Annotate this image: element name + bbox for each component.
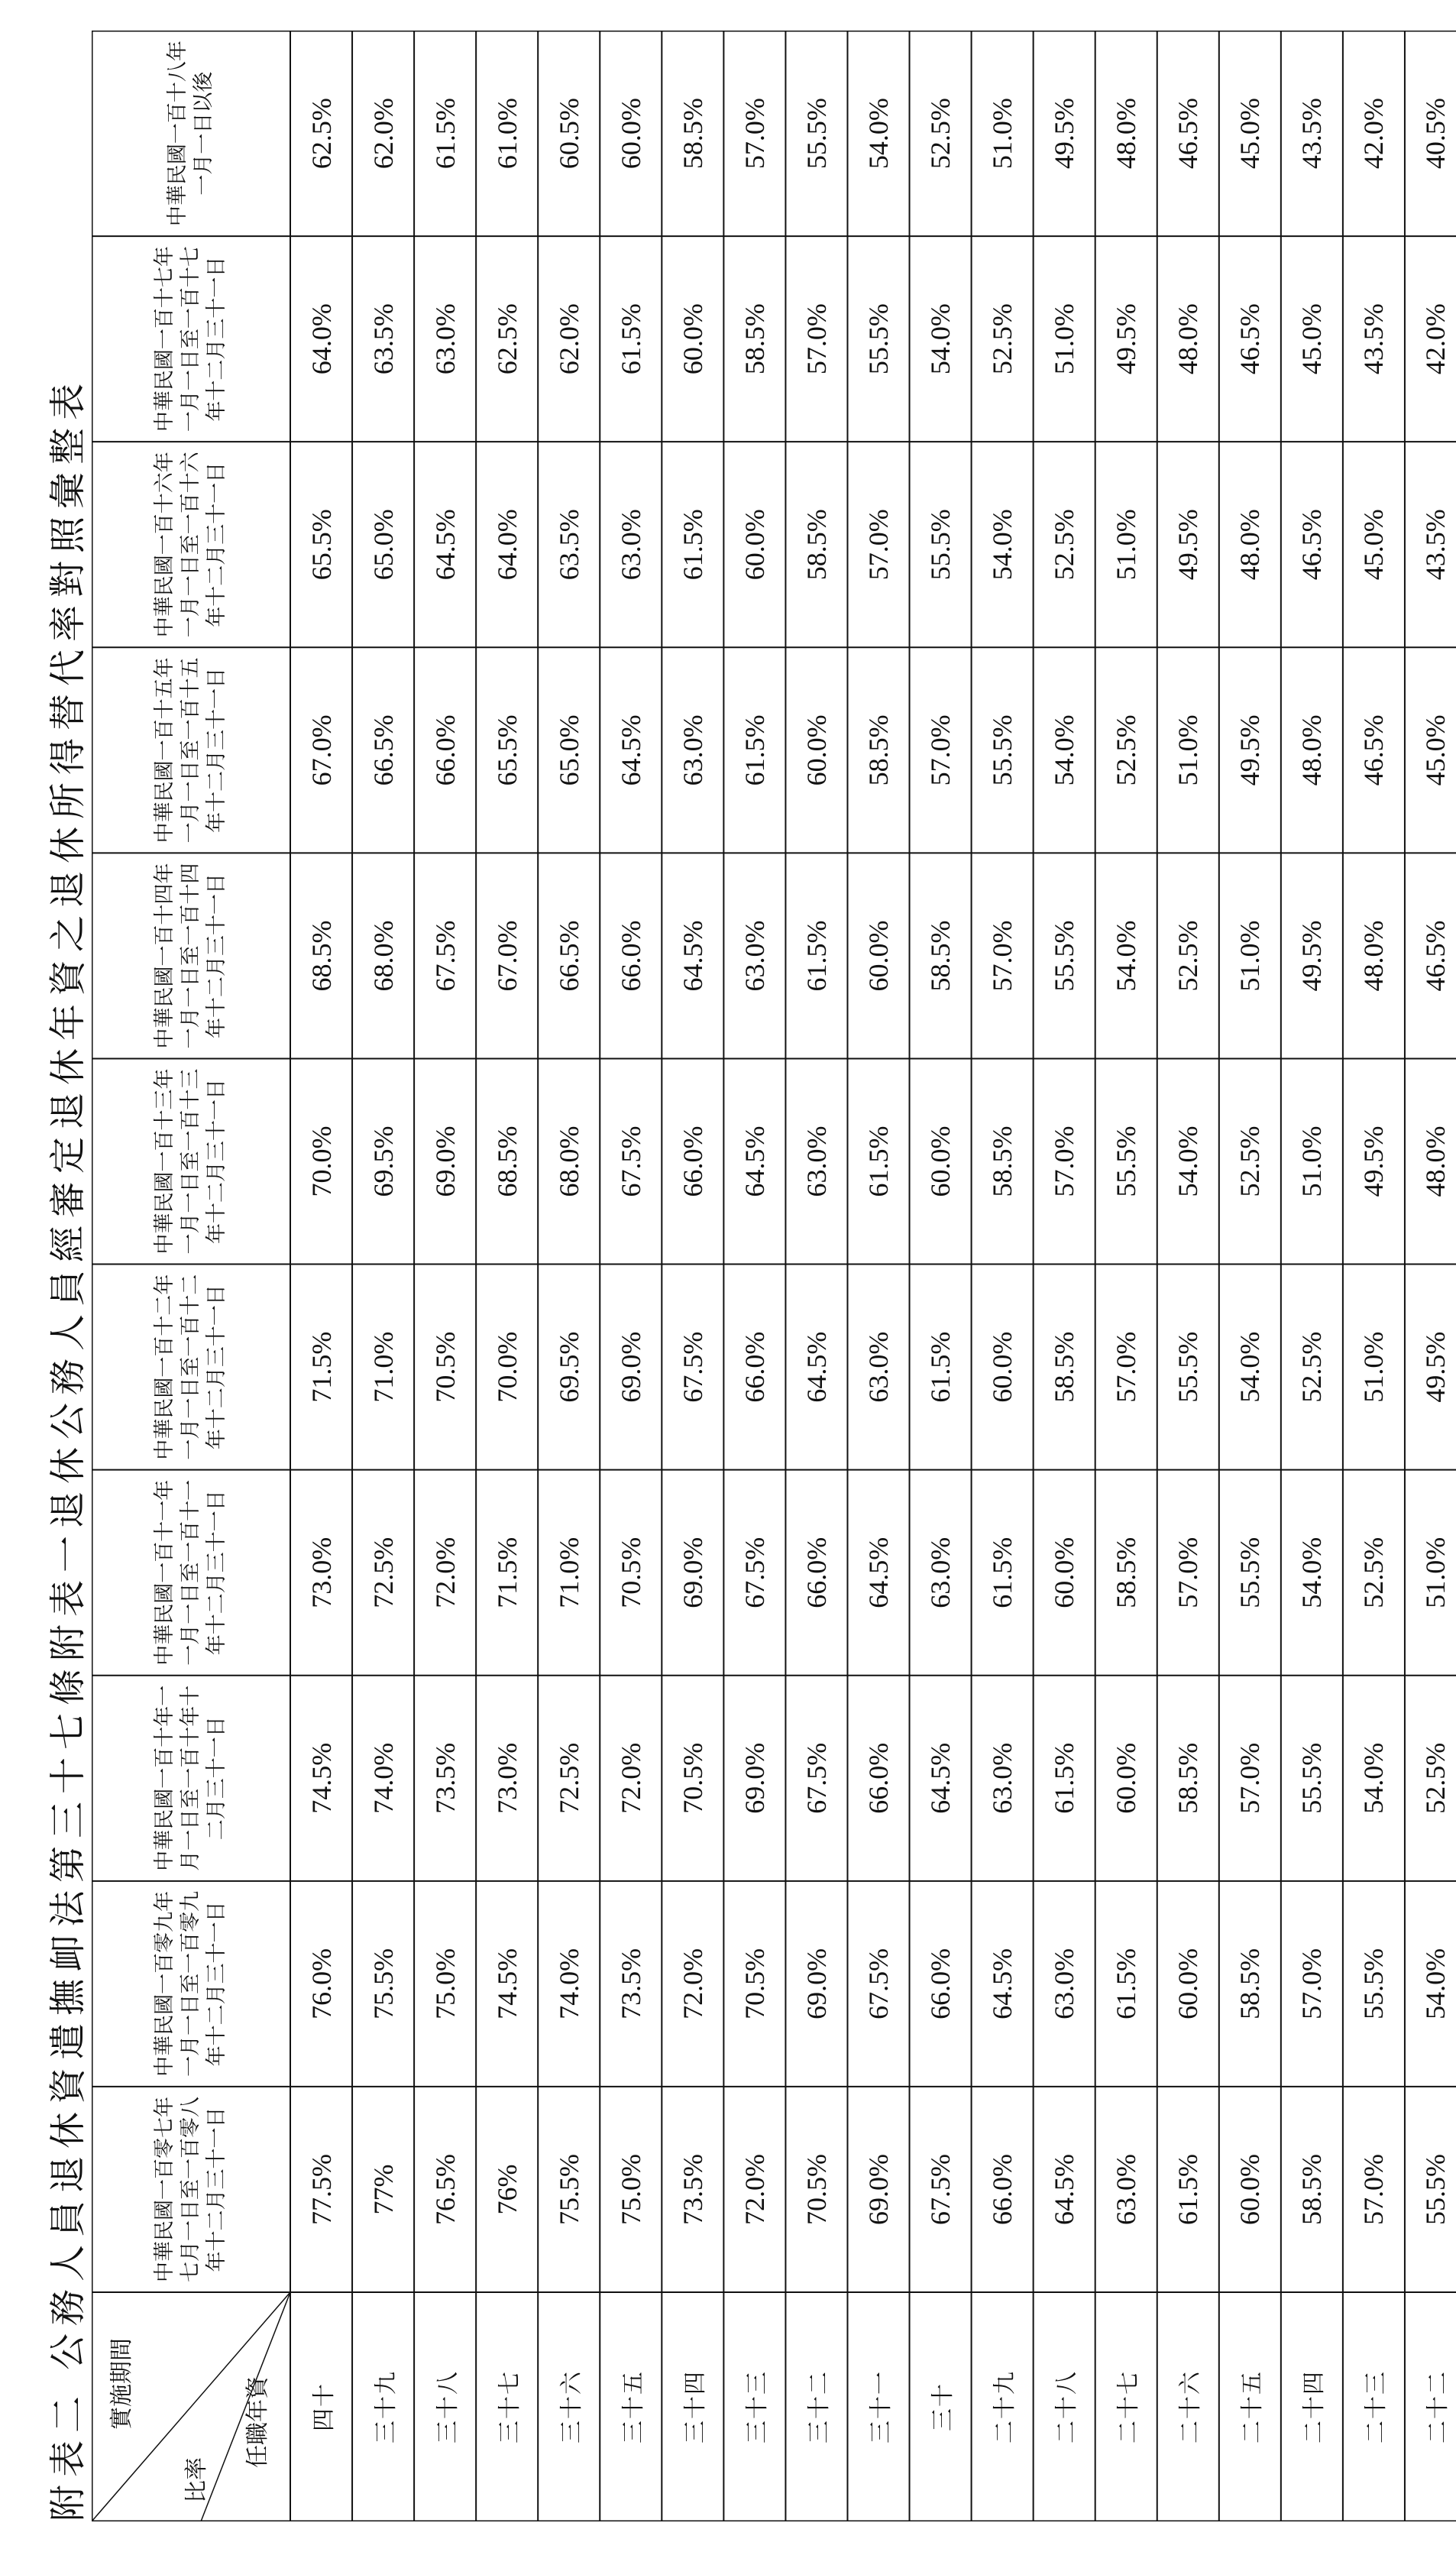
- rate-cell: 43.5%: [1420, 509, 1451, 581]
- rate-cell: 60.0%: [1234, 2153, 1266, 2225]
- rate-cell: 64.0%: [491, 509, 523, 581]
- rate-cell: 46.5%: [1173, 98, 1204, 170]
- rate-cell: 61.5%: [615, 303, 646, 375]
- rate-cell: 66.5%: [553, 920, 584, 992]
- rate-cell: 58.5%: [739, 303, 770, 375]
- rate-cell: 57.0%: [1234, 1742, 1266, 1814]
- rate-cell: 46.5%: [1234, 303, 1266, 375]
- rate-cell: 49.5%: [1296, 920, 1328, 992]
- rate-cell: 48.0%: [1420, 1125, 1451, 1197]
- rate-cell: 57.0%: [739, 98, 770, 170]
- rate-cell: 70.5%: [615, 1537, 646, 1608]
- rate-cell: 62.0%: [367, 98, 399, 170]
- rate-cell: 63.0%: [677, 714, 708, 786]
- rate-cell: 65.0%: [367, 509, 399, 581]
- rate-cell: 67.5%: [925, 2153, 956, 2225]
- rate-cell: 57.0%: [1173, 1537, 1204, 1608]
- rate-cell: 51.0%: [1234, 920, 1266, 992]
- rate-cell: 75.5%: [553, 2153, 584, 2225]
- rate-cell: 73.0%: [306, 1537, 337, 1608]
- rate-cell: 52.5%: [1049, 509, 1080, 581]
- rate-cell: 67.5%: [801, 1742, 832, 1814]
- rate-cell: 46.5%: [1358, 714, 1390, 786]
- service-years-label: 三十六: [558, 2370, 585, 2444]
- rate-cell: 55.5%: [925, 509, 956, 581]
- rate-cell: 55.5%: [1420, 2153, 1451, 2225]
- rate-cell: 61.5%: [1049, 1742, 1080, 1814]
- rate-cell: 42.0%: [1420, 303, 1451, 375]
- rate-cell: 63.5%: [367, 303, 399, 375]
- rate-cell: 57.0%: [925, 714, 956, 786]
- service-years-label: 二十六: [1177, 2370, 1205, 2444]
- rate-cell: 64.5%: [801, 1331, 832, 1403]
- rate-cell: 45.0%: [1358, 509, 1390, 581]
- service-years-label: 四十: [310, 2382, 338, 2431]
- rate-cell: 52.5%: [925, 98, 956, 170]
- rate-cell: 43.5%: [1358, 303, 1390, 375]
- rate-cell: 67.5%: [862, 1948, 894, 2019]
- corner-label-rate: 比率: [183, 2457, 210, 2503]
- rate-cell: 52.5%: [1420, 1742, 1451, 1814]
- rate-cell: 55.5%: [1358, 1948, 1390, 2019]
- rate-cell: 49.5%: [1049, 98, 1080, 170]
- period-header: 中華民國一百十五年一月一日至一百十五年十二月三十一日: [153, 657, 228, 844]
- rate-cell: 67.0%: [491, 920, 523, 992]
- rate-cell: 58.5%: [1049, 1331, 1080, 1403]
- rate-cell: 67.0%: [306, 714, 337, 786]
- corner-label-period: 實施期間: [108, 2338, 135, 2430]
- rate-cell: 51.0%: [1358, 1331, 1390, 1403]
- rate-cell: 77.5%: [306, 2153, 337, 2225]
- rate-cell: 49.5%: [1234, 714, 1266, 786]
- rate-cell: 65.5%: [491, 714, 523, 786]
- rate-cell: 46.5%: [1420, 920, 1451, 992]
- rate-cell: 73.0%: [491, 1742, 523, 1814]
- rate-cell: 54.0%: [925, 303, 956, 375]
- service-years-label: 二十二: [1425, 2370, 1452, 2444]
- rate-cell: 55.5%: [801, 98, 832, 170]
- rate-cell: 61.5%: [925, 1331, 956, 1403]
- rate-cell: 54.0%: [1358, 1742, 1390, 1814]
- rate-cell: 58.5%: [1173, 1742, 1204, 1814]
- rate-cell: 49.5%: [1358, 1125, 1390, 1197]
- period-header: 中華民國一百零七年七月一日至一百零八年十二月三十一日: [153, 2096, 228, 2282]
- rate-cell: 51.0%: [1049, 303, 1080, 375]
- rate-cell: 49.5%: [1173, 509, 1204, 581]
- rate-cell: 68.5%: [306, 920, 337, 992]
- rate-cell: 64.5%: [1049, 2153, 1080, 2225]
- rate-cell: 75.0%: [615, 2153, 646, 2225]
- rate-cell: 52.5%: [987, 303, 1018, 375]
- rate-cell: 70.5%: [801, 2153, 832, 2225]
- rate-cell: 42.0%: [1358, 98, 1390, 170]
- rate-cell: 55.5%: [1234, 1537, 1266, 1608]
- rate-cell: 75.5%: [367, 1948, 399, 2019]
- period-header: 中華民國一百十七年一月一日至一百十七年十二月三十一日: [153, 246, 228, 432]
- rate-cell: 55.5%: [1049, 920, 1080, 992]
- rate-cell: 63.0%: [739, 920, 770, 992]
- rate-cell: 69.5%: [367, 1125, 399, 1197]
- rate-cell: 72.0%: [615, 1742, 646, 1814]
- period-header: 中華民國一百零九年一月一日至一百零九年十二月三十一日: [153, 1890, 228, 2077]
- rate-cell: 66.0%: [615, 920, 646, 992]
- rate-cell: 58.5%: [862, 714, 894, 786]
- period-header: 中華民國一百十一年一月一日至一百十一年十二月三十一日: [153, 1479, 228, 1666]
- rate-cell: 58.5%: [1296, 2153, 1328, 2225]
- rate-cell: 63.0%: [987, 1742, 1018, 1814]
- rate-cell: 66.0%: [862, 1742, 894, 1814]
- rate-cell: 57.0%: [1358, 2153, 1390, 2225]
- rate-cell: 65.5%: [306, 509, 337, 581]
- rate-cell: 73.5%: [615, 1948, 646, 2019]
- rate-cell: 71.0%: [367, 1331, 399, 1403]
- rate-cell: 71.0%: [553, 1537, 584, 1608]
- rate-cell: 76%: [491, 2164, 523, 2215]
- rate-cell: 62.5%: [306, 98, 337, 170]
- rate-cell: 61.5%: [1173, 2153, 1204, 2225]
- rate-cell: 55.5%: [1296, 1742, 1328, 1814]
- rate-cell: 73.5%: [677, 2153, 708, 2225]
- replacement-rate-table: [92, 31, 1456, 2521]
- rate-cell: 64.5%: [429, 509, 461, 581]
- rate-cell: 70.5%: [677, 1742, 708, 1814]
- service-years-label: 二十八: [1053, 2370, 1081, 2444]
- rate-cell: 72.5%: [367, 1537, 399, 1608]
- rate-cell: 69.0%: [615, 1331, 646, 1403]
- service-years-label: 二十三: [1363, 2370, 1390, 2444]
- rate-cell: 52.5%: [1296, 1331, 1328, 1403]
- service-years-label: 三十四: [681, 2370, 709, 2444]
- rate-cell: 63.0%: [1049, 1948, 1080, 2019]
- rate-cell: 62.5%: [491, 303, 523, 375]
- service-years-label: 三十八: [434, 2370, 461, 2444]
- rate-cell: 54.0%: [862, 98, 894, 170]
- rate-cell: 49.5%: [1111, 303, 1142, 375]
- rate-cell: 71.5%: [306, 1331, 337, 1403]
- rate-cell: 51.0%: [1111, 509, 1142, 581]
- rate-cell: 54.0%: [1111, 920, 1142, 992]
- rate-cell: 46.5%: [1296, 509, 1328, 581]
- rate-cell: 54.0%: [1296, 1537, 1328, 1608]
- rate-cell: 70.5%: [429, 1331, 461, 1403]
- rate-cell: 63.0%: [801, 1125, 832, 1197]
- rate-cell: 60.0%: [1173, 1948, 1204, 2019]
- rate-cell: 66.0%: [429, 714, 461, 786]
- rate-cell: 45.0%: [1420, 714, 1451, 786]
- rate-cell: 54.0%: [1420, 1948, 1451, 2019]
- rate-cell: 54.0%: [1049, 714, 1080, 786]
- rate-cell: 58.5%: [925, 920, 956, 992]
- service-years-label: 二十九: [992, 2370, 1019, 2444]
- rate-cell: 64.5%: [615, 714, 646, 786]
- rate-cell: 48.0%: [1234, 509, 1266, 581]
- rate-cell: 60.0%: [1111, 1742, 1142, 1814]
- rate-cell: 70.0%: [306, 1125, 337, 1197]
- rate-cell: 68.5%: [491, 1125, 523, 1197]
- rate-cell: 69.0%: [739, 1742, 770, 1814]
- rate-cell: 60.0%: [801, 714, 832, 786]
- rate-cell: 51.0%: [987, 98, 1018, 170]
- rate-cell: 51.0%: [1296, 1125, 1328, 1197]
- rate-cell: 45.0%: [1234, 98, 1266, 170]
- rate-cell: 63.0%: [429, 303, 461, 375]
- rate-cell: 52.5%: [1234, 1125, 1266, 1197]
- rate-cell: 49.5%: [1420, 1331, 1451, 1403]
- rate-cell: 61.0%: [491, 98, 523, 170]
- rate-cell: 68.0%: [367, 920, 399, 992]
- rate-cell: 64.5%: [677, 920, 708, 992]
- rate-cell: 58.5%: [801, 509, 832, 581]
- rate-cell: 48.0%: [1111, 98, 1142, 170]
- rate-cell: 62.0%: [553, 303, 584, 375]
- service-years-label: 二十七: [1115, 2370, 1143, 2444]
- rate-cell: 61.5%: [987, 1537, 1018, 1608]
- rate-cell: 51.0%: [1420, 1537, 1451, 1608]
- rate-cell: 67.5%: [429, 920, 461, 992]
- rate-cell: 60.5%: [553, 98, 584, 170]
- period-header: 中華民國一百十六年一月一日至一百十六年十二月三十一日: [153, 452, 228, 638]
- rate-cell: 63.0%: [615, 509, 646, 581]
- rate-cell: 64.5%: [987, 1948, 1018, 2019]
- service-years-label: 三十二: [805, 2370, 833, 2444]
- rate-cell: 57.0%: [987, 920, 1018, 992]
- rate-cell: 55.5%: [1173, 1331, 1204, 1403]
- rate-cell: 60.0%: [739, 509, 770, 581]
- rate-cell: 69.0%: [429, 1125, 461, 1197]
- rate-cell: 72.0%: [739, 2153, 770, 2225]
- rate-cell: 66.0%: [925, 1948, 956, 2019]
- rate-cell: 74.0%: [367, 1742, 399, 1814]
- rate-cell: 64.0%: [306, 303, 337, 375]
- rate-cell: 40.5%: [1420, 98, 1451, 170]
- rate-cell: 74.5%: [491, 1948, 523, 2019]
- rate-cell: 43.5%: [1296, 98, 1328, 170]
- rate-cell: 67.5%: [677, 1331, 708, 1403]
- rate-cell: 72.5%: [553, 1742, 584, 1814]
- rate-cell: 63.0%: [1111, 2153, 1142, 2225]
- rate-cell: 54.0%: [1234, 1331, 1266, 1403]
- rate-cell: 61.5%: [801, 920, 832, 992]
- rate-cell: 69.0%: [862, 2153, 894, 2225]
- rate-cell: 61.5%: [429, 98, 461, 170]
- rate-cell: 63.0%: [862, 1331, 894, 1403]
- rate-cell: 52.5%: [1111, 714, 1142, 786]
- rate-cell: 57.0%: [862, 509, 894, 581]
- rate-cell: 72.0%: [429, 1537, 461, 1608]
- rate-cell: 65.0%: [553, 714, 584, 786]
- rate-cell: 76.0%: [306, 1948, 337, 2019]
- rate-cell: 57.0%: [801, 303, 832, 375]
- rate-cell: 66.0%: [677, 1125, 708, 1197]
- rate-cell: 67.5%: [615, 1125, 646, 1197]
- rate-cell: 74.5%: [306, 1742, 337, 1814]
- rate-cell: 70.5%: [739, 1948, 770, 2019]
- rate-cell: 58.5%: [987, 1125, 1018, 1197]
- rate-cell: 61.5%: [739, 714, 770, 786]
- rate-cell: 55.5%: [987, 714, 1018, 786]
- rate-cell: 58.5%: [677, 98, 708, 170]
- rate-cell: 64.5%: [862, 1537, 894, 1608]
- rate-cell: 70.0%: [491, 1331, 523, 1403]
- rate-cell: 64.5%: [739, 1125, 770, 1197]
- rate-cell: 60.0%: [987, 1331, 1018, 1403]
- rate-cell: 58.5%: [1234, 1948, 1266, 2019]
- rate-cell: 55.5%: [862, 303, 894, 375]
- rate-cell: 52.5%: [1173, 920, 1204, 992]
- rate-cell: 68.0%: [553, 1125, 584, 1197]
- corner-label-years: 任職年資: [244, 2376, 271, 2468]
- rate-cell: 66.0%: [739, 1331, 770, 1403]
- rate-cell: 48.0%: [1358, 920, 1390, 992]
- rate-cell: 63.5%: [553, 509, 584, 581]
- service-years-label: 二十四: [1301, 2370, 1328, 2444]
- title-prefix: 附表二: [47, 2388, 89, 2521]
- rate-cell: 61.5%: [1111, 1948, 1142, 2019]
- rate-cell: 60.0%: [677, 303, 708, 375]
- rate-cell: 66.0%: [987, 2153, 1018, 2225]
- rate-cell: 57.0%: [1049, 1125, 1080, 1197]
- rate-cell: 75.0%: [429, 1948, 461, 2019]
- rate-cell: 61.5%: [677, 509, 708, 581]
- rate-cell: 69.0%: [801, 1948, 832, 2019]
- rate-cell: 69.5%: [553, 1331, 584, 1403]
- rate-cell: 51.0%: [1173, 714, 1204, 786]
- rate-cell: 74.0%: [553, 1948, 584, 2019]
- period-header: 中華民國一百十年一月一日至一百十年十二月三十一日: [153, 1685, 228, 1871]
- rate-cell: 73.5%: [429, 1742, 461, 1814]
- rate-cell: 67.5%: [739, 1537, 770, 1608]
- rate-cell: 57.0%: [1296, 1948, 1328, 2019]
- rate-cell: 72.0%: [677, 1948, 708, 2019]
- service-years-label: 三十五: [620, 2370, 647, 2444]
- rate-cell: 60.0%: [1049, 1537, 1080, 1608]
- period-header: 中華民國一百十二年一月一日至一百十二年十二月三十一日: [153, 1274, 228, 1460]
- rate-cell: 52.5%: [1358, 1537, 1390, 1608]
- rate-cell: 58.5%: [1111, 1537, 1142, 1608]
- period-header: 中華民國一百十四年一月一日至一百十四年十二月三十一日: [153, 863, 228, 1049]
- service-years-label: 三十九: [372, 2370, 400, 2444]
- rate-cell: 61.5%: [862, 1125, 894, 1197]
- rate-cell: 57.0%: [1111, 1331, 1142, 1403]
- rate-cell: 60.0%: [615, 98, 646, 170]
- period-header: 中華民國一百十八年一月一日以後: [166, 40, 215, 227]
- rate-cell: 54.0%: [1173, 1125, 1204, 1197]
- service-years-label: 三十七: [496, 2370, 523, 2444]
- service-years-label: 二十五: [1239, 2370, 1267, 2444]
- service-years-label: 三十三: [743, 2370, 771, 2444]
- service-years-label: 三十一: [867, 2370, 895, 2444]
- period-header: 中華民國一百十三年一月一日至一百十三年十二月三十一日: [153, 1068, 228, 1255]
- document-title: [38, 358, 91, 2521]
- rate-cell: 66.5%: [367, 714, 399, 786]
- rate-cell: 54.0%: [987, 509, 1018, 581]
- rate-cell: 71.5%: [491, 1537, 523, 1608]
- rate-cell: 48.0%: [1296, 714, 1328, 786]
- rate-cell: 64.5%: [925, 1742, 956, 1814]
- rate-cell: 60.0%: [925, 1125, 956, 1197]
- rate-cell: 76.5%: [429, 2153, 461, 2225]
- rate-cell: 48.0%: [1173, 303, 1204, 375]
- title-text: 公務人員退休資遣撫卹法第三十七條附表一退休公務人員經審定退休年資之退休所得替代率對照彙整表: [47, 375, 89, 2370]
- rate-cell: 77%: [367, 2164, 399, 2215]
- service-years-label: 三十: [930, 2382, 957, 2431]
- rate-cell: 55.5%: [1111, 1125, 1142, 1197]
- rate-cell: 69.0%: [677, 1537, 708, 1608]
- rate-cell: 45.0%: [1296, 303, 1328, 375]
- rate-cell: 60.0%: [862, 920, 894, 992]
- rate-cell: 66.0%: [801, 1537, 832, 1608]
- rate-cell: 63.0%: [925, 1537, 956, 1608]
